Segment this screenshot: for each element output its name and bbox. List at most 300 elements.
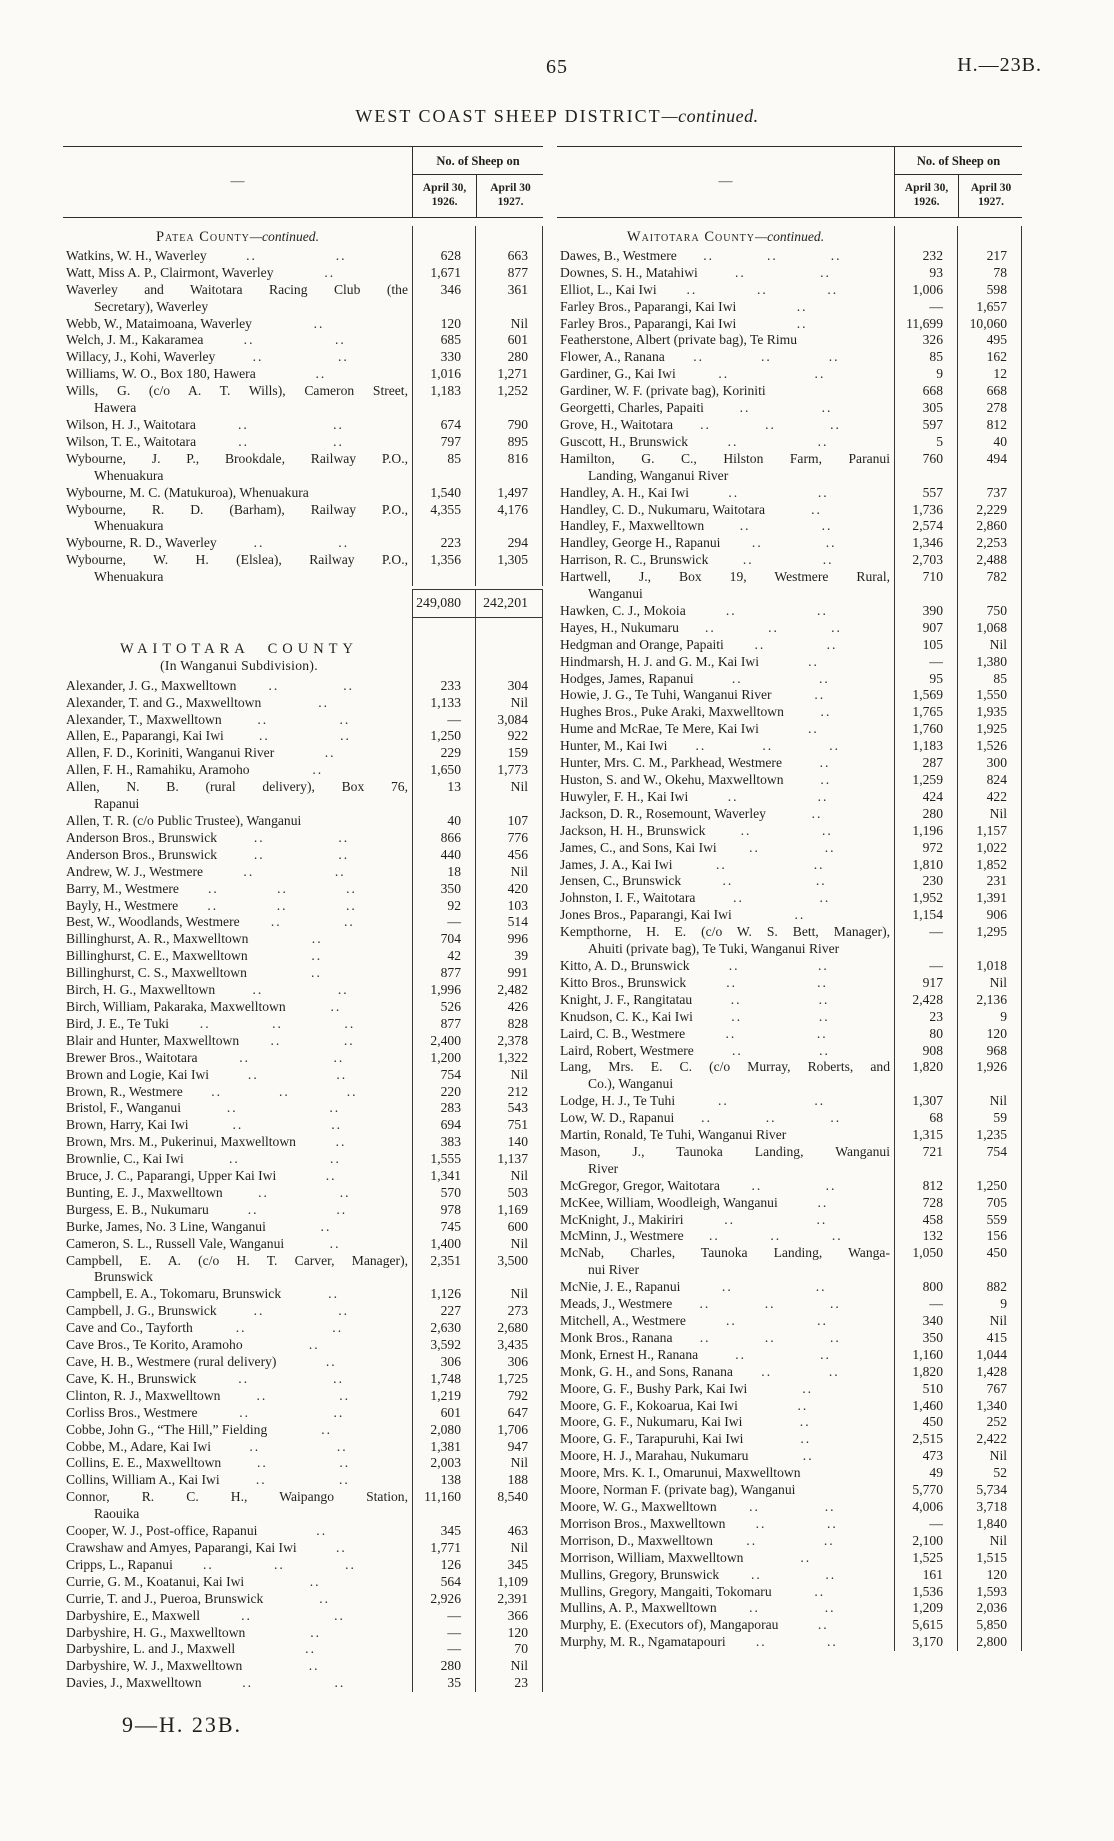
farmer-name-cell [63,1067,412,1084]
sheep-count-1926: 4,006 [894,1499,957,1516]
farmer-name-line [560,1482,894,1499]
sheep-count-1927: 750 [957,603,1022,620]
table-row [557,1009,1022,1026]
section-total-row [63,586,543,618]
sheep-count-1926: 1,126 [412,1286,475,1303]
farmer-name-line [560,755,894,772]
farmer-name-line [66,830,412,847]
farmer-name-cell [557,1550,894,1567]
farmer-name-cell [557,890,894,907]
sheep-count-1926: 721 [894,1144,957,1178]
farmer-name: Wybourne, M. C. (Matukuroa), Whenuakura [66,484,309,500]
sheep-count-1927: 514 [475,914,543,931]
farmer-name-line [66,762,412,779]
sheep-count-1927: 361 [475,282,543,316]
leader-dots: .. [828,349,840,365]
farmer-name: Knight, J. F., Rangitatau [560,991,693,1007]
sheep-count-1926 [894,226,957,248]
leader-dots: .. [731,1008,743,1024]
leader-dots: .. [311,948,323,964]
table-row [63,813,543,830]
sheep-count-1927: 991 [475,965,543,982]
table-row [557,1634,1022,1651]
sheep-count-1926: 1,400 [412,1236,475,1253]
sheep-count-1926: 1,307 [894,1093,957,1110]
farmer-name: Moore, G. F., Kokoarua, Kai Iwi [560,1397,738,1413]
sheep-count-1926: 23 [894,1009,957,1026]
sheep-count-1926: 797 [412,434,475,451]
table-row [557,299,1022,316]
sheep-count-1927: 2,391 [475,1591,543,1608]
sheep-count-1927: 1,773 [475,762,543,779]
leader-dots: .. [817,1313,828,1328]
farmer-name-cell [557,265,894,282]
farmer-name-line [66,1422,412,1439]
leader-dots: .. [337,349,349,365]
sheep-count-1927: 156 [957,1228,1022,1245]
farmer-name: McGregor, Gregor, Waitotara [560,1177,720,1193]
table-row [557,603,1022,620]
leader-dots: .. [802,1448,814,1464]
farmer-name: Anderson Bros., Brunswick [66,829,218,845]
leader-dots: .. [722,873,734,889]
farmer-name-cell [557,1499,894,1516]
sheep-count-1927: 1,022 [957,840,1022,857]
farmer-name-cell [557,1127,894,1144]
farmer-name-cell [63,1303,412,1320]
leader-dots: .. [276,897,288,913]
table-row [63,965,543,982]
farmer-name-cell [557,958,894,975]
sheep-count-1927: 1,380 [957,654,1022,671]
leader-dots: .. [749,839,760,855]
table-row [557,1414,1022,1431]
left-table-header [63,146,543,218]
leader-dots: .. [742,552,754,568]
farmer-name: Barry, M., Westmere [66,880,179,896]
leader-dots: .. [246,247,257,263]
table-row [557,1144,1022,1178]
leader-dots: .. [754,636,766,652]
sheep-count-1927: 217 [957,248,1022,265]
table-row [63,999,543,1016]
sheep-count-1926: 907 [894,620,957,637]
sheep-count-1927: 3,084 [475,712,543,729]
leader-dots: .. [811,501,822,517]
leader-dots: .. [253,846,265,862]
farmer-name-line [560,1550,894,1567]
farmer-name-cell [63,485,412,502]
farmer-name-line [560,1431,894,1448]
table-row [557,1347,1022,1364]
sheep-count-1926: 229 [412,745,475,762]
farmer-name-line [66,864,412,881]
farmer-name-cell [63,1489,412,1523]
table-row [557,1093,1022,1110]
farmer-name: Corliss Bros., Westmere [66,1404,198,1420]
sheep-count-1926: 1,160 [894,1347,957,1364]
farmer-name-line [66,982,412,999]
table-row [557,383,1022,400]
farmer-name: McKnight, J., Makiriri [560,1211,684,1227]
leader-dots: .. [309,1573,321,1589]
leader-dots: .. [764,1296,776,1312]
sheep-count-1927: 1,018 [957,958,1022,975]
farmer-name-cell [63,948,412,965]
sheep-count-1926: 2,574 [894,518,957,535]
farmer-name-cell [557,502,894,519]
sheep-count-1926: 1,259 [894,772,957,789]
leader-dots: .. [734,264,746,280]
table-row [557,654,1022,671]
leader-dots: .. [318,694,330,710]
farmer-name-cell [557,1110,894,1127]
leader-dots: .. [247,1201,259,1217]
printer-signature: 9—H. 23B. [122,1712,243,1737]
leader-dots: .. [339,1387,351,1403]
farmer-name-line [560,975,894,992]
sheep-count-1926 [412,638,475,658]
leader-dots: .. [827,281,839,297]
table-row [557,332,1022,349]
sheep-count-1927: 1,657 [957,299,1022,316]
leader-dots: .. [241,1607,252,1623]
farmer-name: Mullins, Gregory, Brunswick [560,1566,720,1582]
table-row [557,958,1022,975]
farmer-name: Allen, F. D., Koriniti, Wanganui River [66,745,275,761]
farmer-name-cell [557,1584,894,1601]
farmer-name: Campbell, J. G., Brunswick [66,1303,217,1319]
farmer-name-continuation: Wanganui [588,586,643,602]
farmer-name-line [66,1641,412,1658]
farmer-name-line [66,265,412,282]
leader-dots: .. [338,535,350,551]
leader-dots: .. [279,1083,290,1099]
farmer-name-cell [557,552,894,569]
farmer-name: Willacy, J., Kohi, Waverley [66,349,216,365]
farmer-name-line [560,1516,894,1533]
table-row [557,1245,1022,1279]
sheep-count-1927: 415 [957,1330,1022,1347]
sheep-count-1927: 366 [475,1608,543,1625]
date-1926-line2: 1926. [913,195,940,208]
leader-dots: .. [751,1566,762,1582]
leader-dots: .. [817,1617,829,1633]
date-1926-line1: April 30, [422,182,467,194]
farmer-name-cell [63,1236,412,1253]
farmer-name: Knudson, C. K., Kai Iwi [560,1008,693,1024]
leader-dots: .. [332,1320,344,1336]
sheep-count-1927: 543 [475,1100,543,1117]
leader-dots: .. [311,965,322,981]
sheep-count-1927: 1,305 [475,552,543,586]
sheep-count-1927: 895 [475,434,543,451]
farmer-name-line [66,1455,412,1472]
leader-dots: .. [825,535,837,551]
sheep-count-1926: 326 [894,332,957,349]
farmer-name-continuation: Landing, Wanganui River [588,467,729,483]
farmer-name: Bristol, F., Wanganui [66,1100,182,1116]
sheep-count-1927: Nil [957,806,1022,823]
sheep-count-1927: Nil [957,637,1022,654]
farmer-name: Wybourne, J. P., Brookdale, Railway P.O., [66,450,408,466]
farmer-name-cell [557,332,894,349]
sheep-count-1926: 350 [412,881,475,898]
leader-dots: .. [207,897,219,913]
sheep-count-1927: 23 [475,1675,543,1692]
farmer-name-cell [63,745,412,762]
sheep-count-1926: 232 [894,248,957,265]
farmer-name-line [560,1212,894,1229]
sheep-count-1927: 1,852 [957,857,1022,874]
sheep-count-1927: 231 [957,873,1022,890]
sheep-count-1927: 280 [475,349,543,366]
leader-dots: .. [242,1675,254,1691]
leader-dots: .. [828,1363,840,1379]
farmer-name-cell [557,1634,894,1651]
leader-dots: .. [829,738,840,754]
farmer-name-cell [557,299,894,316]
sheep-count-1926: 346 [412,282,475,316]
farmer-name-line [560,704,894,721]
farmer-name-line [66,1100,412,1117]
leader-dots: .. [814,1583,826,1599]
farmer-name-cell [63,712,412,729]
leader-dots: .. [337,982,349,998]
farmer-name-cell [557,1516,894,1533]
table-row [557,1330,1022,1347]
leader-dots: .. [211,1083,223,1099]
farmer-name: Morrison Bros., Maxwelltown [560,1515,726,1531]
document-reference: H.—23B. [957,54,1042,76]
farmer-name-cell [557,738,894,755]
sheep-count-1927: 968 [957,1043,1022,1060]
farmer-name: Birch, H. G., Maxwelltown [66,982,216,998]
farmer-name-cell [557,992,894,1009]
leader-dots: .. [345,1556,356,1572]
table-row [557,873,1022,890]
leader-dots: .. [268,677,280,693]
sheep-count-1926: 11,699 [894,316,957,333]
table-row [63,1033,543,1050]
farmer-name-cell [63,1557,412,1574]
leader-dots: .. [749,1600,760,1616]
table-row [63,931,543,948]
leader-dots: .. [238,1370,250,1386]
sheep-count-1926: 1,996 [412,982,475,999]
sheep-count-1926: 668 [894,383,957,400]
leader-dots: .. [277,880,288,896]
sheep-count-1927: 600 [475,1219,543,1236]
sheep-count-1926: 760 [894,451,957,485]
sheep-count-1926: 68 [894,1110,957,1127]
farmer-name-line [66,948,412,965]
farmer-name: Hayes, H., Nukumaru [560,619,679,635]
farmer-name: Moore, G. F., Tarapuruhi, Kai Iwi [560,1431,744,1447]
farmer-name-line [66,1591,412,1608]
leader-dots: .. [822,552,834,568]
farmer-name: Moore, Norman F. (private bag), Wanganui [560,1482,796,1498]
leader-dots: .. [739,400,751,416]
farmer-name-line [66,1185,412,1202]
farmer-name-cell [63,678,412,695]
table-row [557,1431,1022,1448]
sheep-count-1927: 922 [475,728,543,745]
sheep-count-1926: 1,154 [894,907,957,924]
farmer-name: Wilson, T. E., Waitotara [66,433,197,449]
sheep-count-1927 [475,624,543,638]
sheep-count-1927: 426 [475,999,543,1016]
farmer-name-line [560,772,894,789]
sheep-count-1926: 800 [894,1279,957,1296]
sheep-count-1926: — [412,1608,475,1625]
leader-dots: .. [258,1184,269,1200]
farmer-name: McMinn, J., Westmere [560,1228,684,1244]
farmer-name: Downes, S. H., Matahiwi [560,264,698,280]
farmer-name-line [66,881,412,898]
leader-dots: .. [202,1556,214,1572]
leader-dots: .. [334,1607,345,1623]
leader-dots: .. [330,1151,341,1167]
farmer-name-line [66,1168,412,1185]
farmer-name: Hume and McRae, Te Mere, Kai Iwi [560,721,759,737]
sheep-count-1927: 9 [957,1296,1022,1313]
county-heading-row [63,638,543,658]
farmer-name-line [560,248,894,265]
table-row [557,485,1022,502]
leader-dots: .. [831,1228,843,1244]
farmer-name: Moore, G. F., Nukumaru, Kai Iwi [560,1414,743,1430]
leader-dots: .. [768,619,779,635]
leader-dots: .. [270,1032,282,1048]
leader-dots: .. [336,1438,348,1454]
farmer-name: Watkins, W. H., Waverley [66,247,207,263]
farmer-name-line [560,637,894,654]
farmer-name: Huwyler, F. H., Kai Iwi [560,788,689,804]
leader-dots: .. [739,518,751,534]
sheep-count-1926: 1,525 [894,1550,957,1567]
farmer-name-cell [557,485,894,502]
table-row [63,1236,543,1253]
leader-dots: .. [755,1515,767,1531]
table-row [557,687,1022,704]
farmer-name-line [66,366,412,383]
farmer-name: Allen, E., Paparangi, Kai Iwi [66,728,224,744]
leader-dots: .. [820,1346,831,1362]
sheep-count-1926: 458 [894,1212,957,1229]
farmer-name: Mullins, Gregory, Mangaiti, Tokomaru [560,1583,772,1599]
farmer-name-line [560,992,894,1009]
farmer-name-cell [557,654,894,671]
farmer-name-cell [63,813,412,830]
farmer-name-cell [63,248,412,265]
county-heading: WAITOTARA COUNTY [120,640,358,657]
sheep-count-1927: 776 [475,830,543,847]
left-table-body [63,218,543,1692]
leader-dots: .. [699,1329,711,1345]
leader-dots: .. [235,1320,247,1336]
farmer-name-line [560,1398,894,1415]
sheep-count-1926: 917 [894,975,957,992]
farmer-name: Kempthorne, H. E. (c/o W. S. Bett, Manager), [560,924,890,940]
farmer-name: Handley, C. D., Nukumaru, Waitotara [560,501,766,517]
sheep-count-1927: Nil [475,1236,543,1253]
farmer-name-line [560,485,894,502]
farmer-name-cell [557,1059,894,1093]
farmer-name: Welch, J. M., Kakaramea [66,332,204,348]
sheep-count-1926: 908 [894,1043,957,1060]
farmer-name: Allen, N. B. (rural delivery), Box 76, [66,779,408,795]
farmer-name: James, J. A., Kai Iwi [560,856,673,872]
farmer-name-line [66,417,412,434]
farmer-name: Wybourne, R. D. (Barham), Railway P.O., [66,501,408,517]
sheep-count-1926 [412,624,475,638]
farmer-name-cell [557,535,894,552]
leader-dots: .. [726,1313,737,1328]
leader-dots: .. [324,745,336,761]
farmer-name: Birch, William, Pakaraka, Maxwelltown [66,998,286,1014]
farmer-name-cell [557,772,894,789]
sheep-columns-header [412,147,543,217]
sheep-count-1926: 220 [412,1084,475,1101]
farmer-name-line [560,806,894,823]
sheep-count-1926: 132 [894,1228,957,1245]
table-row [63,1354,543,1371]
table-row [63,552,543,586]
farmer-name: Cave and Co., Tayforth [66,1320,193,1336]
sheep-count-1926: 227 [412,1303,475,1320]
farmer-name-line [66,1675,412,1692]
farmer-name-line [560,721,894,738]
table-row [63,1489,543,1523]
table-row [63,1371,543,1388]
farmer-name: Alexander, J. G., Maxwelltown [66,677,237,693]
farmer-name-cell [63,1591,412,1608]
farmer-name: Best, W., Woodlands, Westmere [66,914,240,930]
farmer-name-line [66,1405,412,1422]
farmer-name: Darbyshire, W. J., Maxwelltown [66,1658,243,1674]
farmer-name-cell [557,840,894,857]
sheep-count-1927: 2,488 [957,552,1022,569]
farmer-name: Billinghurst, C. S., Maxwelltown [66,965,247,981]
sheep-count-1927: 1,725 [475,1371,543,1388]
sheep-count-1926: 710 [894,569,957,603]
farmer-name: Laird, C. B., Westmere [560,1025,686,1041]
farmer-name-line [66,434,412,451]
leader-dots: .. [725,602,737,618]
leader-dots: .. [256,1455,268,1471]
table-row [557,840,1022,857]
sheep-count-1927: 212 [475,1084,543,1101]
farmer-name: Howie, J. G., Te Tuhi, Wanganui River [560,687,772,703]
leader-dots: .. [823,1532,835,1548]
sheep-count-1926: 2,003 [412,1455,475,1472]
farmer-name-line [66,1134,412,1151]
farmer-name-cell [63,1084,412,1101]
farmer-name-line [66,1371,412,1388]
farmer-name-cell [63,1405,412,1422]
sheep-count-1927: 162 [957,349,1022,366]
sheep-count-1927: 2,482 [475,982,543,999]
farmer-name-line [66,847,412,864]
farmer-name-continuation: River [588,1160,619,1176]
farmer-name-line [560,502,894,519]
table-row [557,975,1022,992]
farmer-name: Hamilton, G. C., Hilston Farm, Paranui [560,450,890,466]
farmer-name-cell [557,569,894,603]
sheep-count-1926: — [412,712,475,729]
leader-dots: .. [228,1151,240,1167]
